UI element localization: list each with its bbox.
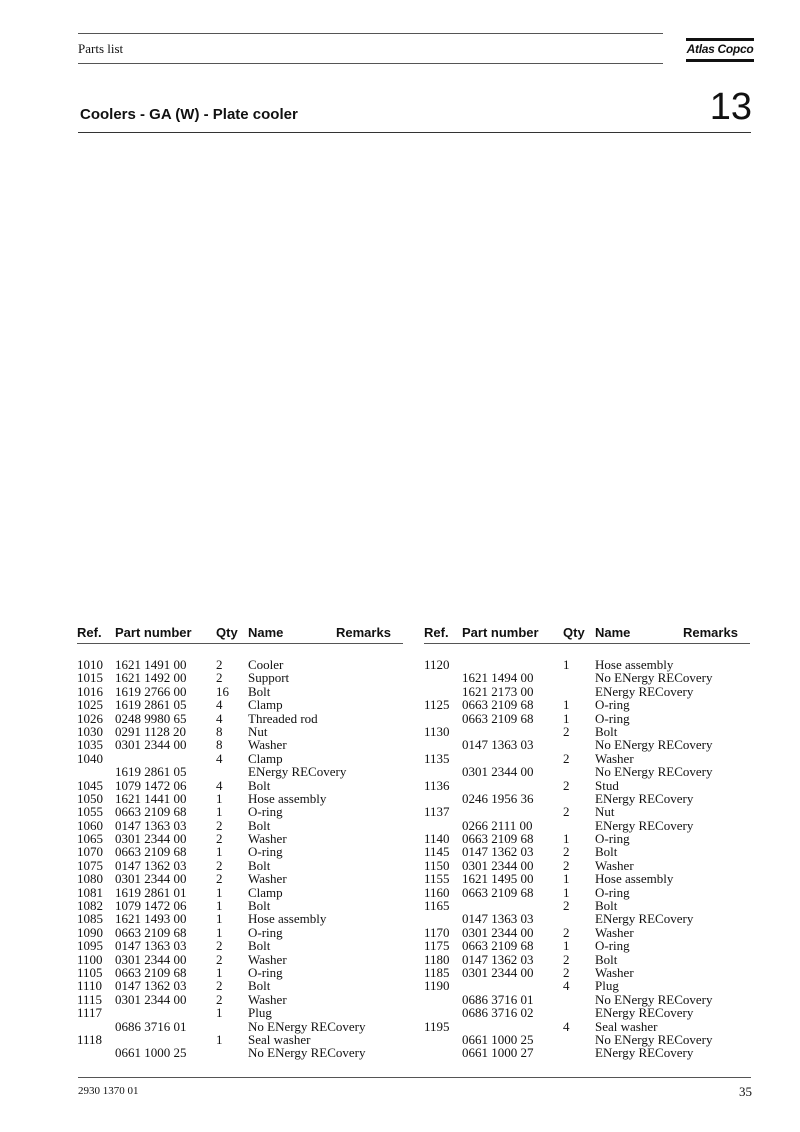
qty-cell: 16 [216,683,229,699]
qty-cell: 2 [216,991,223,1007]
table-row [424,658,754,671]
qty-cell: 1 [216,804,223,820]
ref-cell: 1095 [77,938,103,954]
header-name: Name [595,625,631,640]
name-cell: Plug [248,1005,272,1021]
name-cell: Bolt [595,723,618,739]
ref-cell: 1075 [77,857,103,873]
table-row [424,712,754,725]
ref-cell: 1082 [77,898,103,914]
footer-rule [78,1077,751,1078]
ref-cell: 1035 [77,737,103,753]
table-row [77,671,407,684]
ref-cell: 1055 [77,804,103,820]
name-cell: ENergy RECovery [595,1005,694,1021]
table-row [77,658,407,671]
table-row [77,685,407,698]
name-cell: O-ring [248,964,283,980]
name-cell: O-ring [595,697,630,713]
name-cell: Bolt [248,683,271,699]
name-cell: Washer [595,924,634,940]
qty-cell: 1 [216,844,223,860]
ref-cell: 1118 [77,1031,103,1047]
table-row [424,845,754,858]
table-row [77,899,407,912]
parts-table-right [424,625,754,1060]
ref-cell: 1135 [424,750,450,766]
qty-cell: 2 [563,844,570,860]
ref-cell: 1080 [77,871,103,887]
table-row [77,698,407,711]
name-cell: O-ring [595,938,630,954]
ref-cell: 1130 [424,723,450,739]
part-number-cell: 0686 3716 01 [462,991,534,1007]
part-number-cell: 1619 2861 01 [115,884,187,900]
name-cell: Washer [595,857,634,873]
table-header [77,625,403,644]
figure-area [78,140,750,610]
name-cell: ENergy RECovery [595,911,694,927]
ref-cell: 1155 [424,871,450,887]
table-row [424,752,754,765]
qty-cell: 2 [216,951,223,967]
qty-cell: 4 [216,750,223,766]
name-cell: Washer [248,831,287,847]
table-row [424,979,754,992]
table-row [77,859,407,872]
table-row [77,939,407,952]
name-cell: ENergy RECovery [595,817,694,833]
qty-cell: 4 [216,710,223,726]
table-row [77,725,407,738]
name-cell: Nut [595,804,615,820]
ref-cell: 1100 [77,951,103,967]
name-cell: Support [248,670,290,686]
header-name: Name [248,625,284,640]
header-rule-top [78,33,663,34]
qty-cell: 1 [216,924,223,940]
name-cell: Bolt [248,857,271,873]
part-number-cell: 0266 2111 00 [462,817,533,833]
qty-cell: 1 [216,790,223,806]
qty-cell: 2 [563,857,570,873]
qty-cell: 4 [216,697,223,713]
part-number-cell: 0301 2344 00 [115,737,187,753]
ref-cell: 1115 [77,991,103,1007]
qty-cell: 1 [216,1031,223,1047]
table-row [77,712,407,725]
section-number: 13 [709,86,752,128]
name-cell: Washer [248,951,287,967]
ref-cell: 1125 [424,697,450,713]
ref-cell: 1025 [77,697,103,713]
name-cell: Hose assembly [595,871,674,887]
table-row [424,805,754,818]
qty-cell: 4 [216,777,223,793]
name-cell: Nut [248,723,268,739]
name-cell: O-ring [248,844,283,860]
qty-cell: 1 [563,938,570,954]
table-row [77,1006,407,1019]
part-number-cell: 0147 1363 03 [115,817,187,833]
part-number-cell: 0686 3716 01 [115,1018,187,1034]
table-header [424,625,750,644]
name-cell: Bolt [595,844,618,860]
name-cell: Seal washer [595,1018,658,1034]
name-cell: Clamp [248,884,283,900]
table-row [424,993,754,1006]
part-number-cell: 0663 2109 68 [462,710,534,726]
table-row [77,966,407,979]
qty-cell: 2 [216,938,223,954]
qty-cell: 2 [563,964,570,980]
table-row [77,738,407,751]
part-number-cell: 1079 1472 06 [115,898,187,914]
parts-table-left [77,625,407,1060]
part-number-cell: 0147 1362 03 [115,978,187,994]
qty-cell: 1 [216,1005,223,1021]
qty-cell: 4 [563,1018,570,1034]
qty-cell: 1 [563,697,570,713]
name-cell: Bolt [248,938,271,954]
part-number-cell: 1619 2861 05 [115,764,187,780]
name-cell: Washer [248,871,287,887]
atlas-copco-logo: Atlas Copco [686,38,754,62]
name-cell: No ENergy RECovery [595,991,713,1007]
table-row [424,698,754,711]
part-number-cell: 0686 3716 02 [462,1005,534,1021]
table-row [424,912,754,925]
header-qty: Qty [216,625,238,640]
part-number-cell: 0147 1363 03 [115,938,187,954]
qty-cell: 4 [563,978,570,994]
name-cell: O-ring [595,831,630,847]
ref-cell: 1110 [77,978,103,994]
qty-cell: 2 [563,924,570,940]
qty-cell: 1 [216,898,223,914]
part-number-cell: 1079 1472 06 [115,777,187,793]
part-number-cell: 0661 1000 27 [462,1045,534,1061]
qty-cell: 1 [563,657,570,672]
name-cell: Seal washer [248,1031,311,1047]
table-row [77,819,407,832]
part-number-cell: 0147 1362 03 [462,951,534,967]
ref-cell: 1117 [77,1005,103,1021]
name-cell: Stud [595,777,619,793]
qty-cell: 2 [216,871,223,887]
qty-cell: 8 [216,737,223,753]
header-part-number: Part number [115,625,192,640]
ref-cell: 1140 [424,831,450,847]
table-row [424,832,754,845]
table-row [424,899,754,912]
name-cell: O-ring [248,804,283,820]
name-cell: ENergy RECovery [595,683,694,699]
table-row [77,912,407,925]
table-row [424,926,754,939]
part-number-cell: 0663 2109 68 [462,884,534,900]
part-number-cell: 1619 2766 00 [115,683,187,699]
part-number-cell: 0147 1363 03 [462,911,534,927]
name-cell: ENergy RECovery [248,764,347,780]
part-number-cell: 0661 1000 25 [462,1031,534,1047]
ref-cell: 1050 [77,790,103,806]
ref-cell: 1015 [77,670,103,686]
ref-cell: 1105 [77,964,103,980]
name-cell: Bolt [248,898,271,914]
qty-cell: 8 [216,723,223,739]
part-number-cell: 0291 1128 20 [115,723,187,739]
ref-cell: 1195 [424,1018,450,1034]
name-cell: Cooler [248,657,284,672]
ref-cell: 1030 [77,723,103,739]
table-row [424,779,754,792]
part-number-cell: 0301 2344 00 [462,924,534,940]
ref-cell: 1016 [77,683,103,699]
name-cell: Washer [595,964,634,980]
page-number: 35 [739,1084,752,1099]
part-number-cell: 0663 2109 68 [462,938,534,954]
ref-cell: 1175 [424,938,450,954]
qty-cell: 2 [563,777,570,793]
qty-cell: 2 [216,831,223,847]
name-cell: No ENergy RECovery [248,1045,366,1061]
table-row [424,939,754,952]
qty-cell: 2 [216,670,223,686]
table-row [424,725,754,738]
part-number-cell: 1621 2173 00 [462,683,534,699]
header-label: Parts list [78,41,124,56]
table-row [424,685,754,698]
table-row [77,1033,407,1046]
table-row [77,979,407,992]
part-number-cell: 0301 2344 00 [462,964,534,980]
part-number-cell: 0663 2109 68 [115,924,187,940]
qty-cell: 2 [216,657,223,672]
table-row [77,805,407,818]
ref-cell: 1145 [424,844,450,860]
part-number-cell: 0663 2109 68 [462,697,534,713]
ref-cell: 1180 [424,951,450,967]
header-ref: Ref. [424,625,449,640]
ref-cell: 1190 [424,978,450,994]
header-qty: Qty [563,625,585,640]
part-number-cell: 0147 1362 03 [462,844,534,860]
name-cell: Bolt [248,817,271,833]
table-row [424,671,754,684]
table-row [77,926,407,939]
ref-cell: 1045 [77,777,103,793]
part-number-cell: 0147 1362 03 [115,857,187,873]
ref-cell: 1026 [77,710,103,726]
part-number-cell: 0663 2109 68 [115,964,187,980]
qty-cell: 1 [563,871,570,887]
name-cell: No ENergy RECovery [595,737,713,753]
qty-cell: 2 [563,898,570,914]
ref-cell: 1040 [77,750,103,766]
name-cell: Clamp [248,697,283,713]
table-body-right [424,658,754,1060]
qty-cell: 2 [563,951,570,967]
table-row [77,1046,407,1059]
qty-cell: 2 [216,857,223,873]
ref-cell: 1070 [77,844,103,860]
part-number-cell: 0301 2344 00 [115,991,187,1007]
part-number-cell: 0663 2109 68 [115,804,187,820]
name-cell: No ENergy RECovery [595,1031,713,1047]
table-row [424,953,754,966]
ref-cell: 1065 [77,831,103,847]
part-number-cell: 0661 1000 25 [115,1045,187,1061]
table-row [424,886,754,899]
table-row [424,1006,754,1019]
qty-cell: 2 [563,750,570,766]
ref-cell: 1085 [77,911,103,927]
table-row [424,859,754,872]
ref-cell: 1185 [424,964,450,980]
name-cell: No ENergy RECovery [595,670,713,686]
part-number-cell: 1621 1491 00 [115,657,187,672]
title-rule [78,132,751,133]
table-row [77,872,407,885]
table-row [424,765,754,778]
qty-cell: 2 [563,723,570,739]
name-cell: Hose assembly [248,911,327,927]
part-number-cell: 0301 2344 00 [462,764,534,780]
part-number-cell: 1621 1495 00 [462,871,534,887]
ref-cell: 1060 [77,817,103,833]
table-row [77,1020,407,1033]
table-row [424,738,754,751]
header-ref: Ref. [77,625,102,640]
ref-cell: 1136 [424,777,450,793]
qty-cell: 1 [216,884,223,900]
name-cell: Bolt [248,978,271,994]
name-cell: Clamp [248,750,283,766]
ref-cell: 1090 [77,924,103,940]
qty-cell: 1 [563,710,570,726]
name-cell: Plug [595,978,619,994]
table-body-left [77,658,407,1060]
qty-cell: 2 [216,817,223,833]
part-number-cell: 0248 9980 65 [115,710,187,726]
table-row [424,792,754,805]
ref-cell: 1170 [424,924,450,940]
part-number-cell: 0663 2109 68 [115,844,187,860]
table-row [424,1020,754,1033]
name-cell: O-ring [595,710,630,726]
page-title: Coolers - GA (W) - Plate cooler [80,106,298,123]
name-cell: ENergy RECovery [595,790,694,806]
name-cell: Threaded rod [248,710,318,726]
part-number-cell: 1621 1492 00 [115,670,187,686]
name-cell: Hose assembly [248,790,327,806]
ref-cell: 1160 [424,884,450,900]
name-cell: Washer [248,737,287,753]
ref-cell: 1165 [424,898,450,914]
table-row [77,832,407,845]
part-number-cell: 0246 1956 36 [462,790,534,806]
name-cell: Washer [248,991,287,1007]
name-cell: No ENergy RECovery [248,1018,366,1034]
table-row [77,845,407,858]
table-row [77,752,407,765]
part-number-cell: 0301 2344 00 [115,871,187,887]
table-row [77,792,407,805]
qty-cell: 1 [563,831,570,847]
name-cell: Bolt [595,898,618,914]
ref-cell: 1150 [424,857,450,873]
qty-cell: 2 [563,804,570,820]
name-cell: No ENergy RECovery [595,764,713,780]
qty-cell: 2 [216,978,223,994]
part-number-cell: 0663 2109 68 [462,831,534,847]
name-cell: Bolt [595,951,618,967]
part-number-cell: 1621 1493 00 [115,911,187,927]
name-cell: O-ring [595,884,630,900]
part-number-cell: 0301 2344 00 [115,831,187,847]
part-number-cell: 1621 1494 00 [462,670,534,686]
name-cell: Bolt [248,777,271,793]
header-remarks: Remarks [336,625,391,640]
table-row [424,1033,754,1046]
table-row [77,886,407,899]
name-cell: ENergy RECovery [595,1045,694,1061]
table-row [424,1046,754,1059]
qty-cell: 1 [563,884,570,900]
ref-cell: 1137 [424,804,450,820]
qty-cell: 1 [216,964,223,980]
ref-cell: 1081 [77,884,103,900]
table-row [424,966,754,979]
table-row [77,953,407,966]
table-row [424,872,754,885]
table-row [424,819,754,832]
name-cell: Washer [595,750,634,766]
header-part-number: Part number [462,625,539,640]
table-row [77,765,407,778]
table-row [77,779,407,792]
header-remarks: Remarks [683,625,738,640]
name-cell: O-ring [248,924,283,940]
part-number-cell: 1619 2861 05 [115,697,187,713]
part-number-cell: 0301 2344 00 [462,857,534,873]
table-row [77,993,407,1006]
part-number-cell: 0147 1363 03 [462,737,534,753]
ref-cell: 1010 [77,657,103,672]
part-number-cell: 1621 1441 00 [115,790,187,806]
document-code: 2930 1370 01 [78,1085,139,1097]
qty-cell: 1 [216,911,223,927]
header-rule-bottom [78,63,663,64]
ref-cell: 1120 [424,657,450,672]
name-cell: Hose assembly [595,657,674,672]
part-number-cell: 0301 2344 00 [115,951,187,967]
